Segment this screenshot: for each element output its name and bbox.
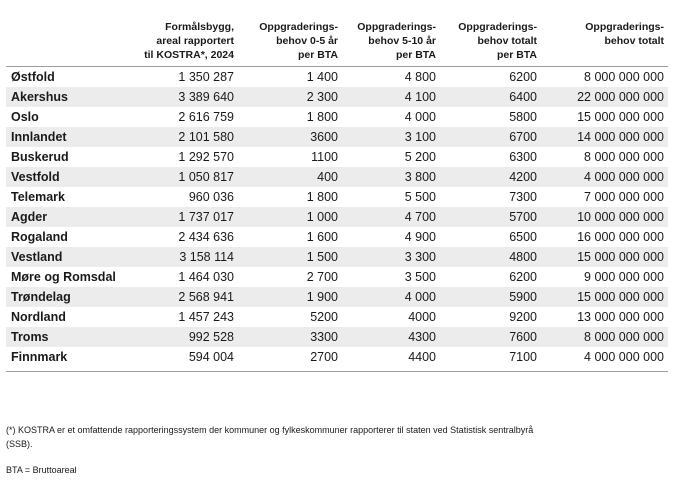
table-cell: 2 300 bbox=[238, 87, 342, 107]
table-spacer bbox=[6, 367, 668, 372]
table-cell: 594 004 bbox=[188, 349, 234, 364]
table-row bbox=[6, 307, 668, 327]
county-name: Telemark bbox=[11, 189, 65, 204]
bta-footnote: BTA = Bruttoareal bbox=[6, 465, 77, 475]
table-row bbox=[6, 167, 668, 187]
table-cell: 4 900 bbox=[404, 229, 436, 244]
table-cell: 2 616 759 bbox=[178, 109, 234, 124]
header-line: Oppgraderings- bbox=[357, 21, 436, 33]
table-cell: 4200 bbox=[440, 167, 541, 187]
table-cell: 16 000 000 000 bbox=[577, 229, 664, 244]
table-cell: 14 000 000 000 bbox=[541, 127, 668, 147]
table-cell: 4 000 bbox=[404, 109, 436, 124]
table-cell: 400 bbox=[238, 167, 342, 187]
header-line: Oppgraderings- bbox=[585, 21, 664, 33]
table-cell: 4 800 bbox=[404, 69, 436, 84]
table-row bbox=[6, 187, 668, 207]
table-cell: 4 000 000 000 bbox=[541, 167, 668, 187]
table-row bbox=[6, 207, 668, 227]
kostra-footnote-line: (*) KOSTRA er et omfattende rapporteringssystem der kommuner og fylkeskommuner rapporterer til staten ved Statistisk sentralbyrå bbox=[6, 425, 534, 435]
table-cell: 9200 bbox=[509, 309, 537, 324]
table-cell: 3 300 bbox=[342, 247, 440, 267]
county-name: Møre og Romsdal bbox=[11, 269, 116, 284]
table-header-row bbox=[6, 0, 668, 66]
header-col-4 bbox=[440, 0, 541, 66]
table-row bbox=[6, 247, 668, 267]
header-line: areal rapportert bbox=[156, 35, 234, 47]
table-cell: 6200 bbox=[509, 69, 537, 84]
table-cell: 22 000 000 000 bbox=[541, 87, 668, 107]
table-cell: 4400 bbox=[408, 349, 436, 364]
table-cell: 3 800 bbox=[342, 167, 440, 187]
kostra-footnote bbox=[6, 423, 626, 451]
table-cell: 4800 bbox=[440, 247, 541, 267]
table-cell: 2700 bbox=[310, 349, 338, 364]
table-cell: 1 400 bbox=[306, 69, 338, 84]
county-name: Trøndelag bbox=[6, 287, 136, 307]
county-name: Rogaland bbox=[11, 229, 68, 244]
table-cell: 5 200 bbox=[404, 149, 436, 164]
table-cell: 1 292 570 bbox=[178, 149, 234, 164]
table-cell: 3 500 bbox=[404, 269, 436, 284]
kostra-footnote-line: (SSB). bbox=[6, 439, 33, 449]
county-name: Troms bbox=[6, 327, 136, 347]
county-name: Finnmark bbox=[11, 349, 68, 364]
table-cell: 960 036 bbox=[188, 189, 234, 204]
table-cell: 2 700 bbox=[306, 269, 338, 284]
upgrade-needs-table bbox=[6, 0, 668, 372]
header-line: Formålsbygg, bbox=[165, 21, 234, 33]
table-cell: 4 000 000 000 bbox=[584, 349, 664, 364]
table-cell: 8 000 000 000 bbox=[541, 327, 668, 347]
table-cell: 1 600 bbox=[306, 229, 338, 244]
table-row bbox=[6, 267, 668, 287]
table-cell: 6300 bbox=[509, 149, 537, 164]
table-cell: 3 158 114 bbox=[136, 247, 238, 267]
table-cell: 13 000 000 000 bbox=[577, 309, 664, 324]
table-cell: 3300 bbox=[238, 327, 342, 347]
county-name: Buskerud bbox=[11, 149, 69, 164]
table-cell: 7100 bbox=[509, 349, 537, 364]
table-cell: 5 500 bbox=[404, 189, 436, 204]
header-col-5 bbox=[541, 0, 668, 66]
table-cell: 2 434 636 bbox=[178, 229, 234, 244]
table-cell: 1 737 017 bbox=[136, 207, 238, 227]
table-row bbox=[6, 107, 668, 127]
table-cell: 1 800 bbox=[306, 189, 338, 204]
table-cell: 4300 bbox=[342, 327, 440, 347]
table-cell: 6700 bbox=[440, 127, 541, 147]
table-cell: 992 528 bbox=[136, 327, 238, 347]
table-cell: 8 000 000 000 bbox=[584, 149, 664, 164]
table-cell: 1 457 243 bbox=[178, 309, 234, 324]
county-name: Akershus bbox=[6, 87, 136, 107]
table-row bbox=[6, 347, 668, 367]
header-line: Oppgraderings- bbox=[458, 21, 537, 33]
table-cell: 6500 bbox=[509, 229, 537, 244]
header-line: per BTA bbox=[496, 49, 537, 61]
header-line: per BTA bbox=[297, 49, 338, 61]
header-line: behov totalt bbox=[604, 35, 664, 47]
table-row bbox=[6, 227, 668, 247]
county-name: Innlandet bbox=[6, 127, 136, 147]
table-cell: 3 100 bbox=[342, 127, 440, 147]
county-name: Vestfold bbox=[6, 167, 136, 187]
table-cell: 8 000 000 000 bbox=[584, 69, 664, 84]
table-row bbox=[6, 147, 668, 167]
table-row bbox=[6, 127, 668, 147]
table-cell: 3 389 640 bbox=[136, 87, 238, 107]
table-cell: 5800 bbox=[509, 109, 537, 124]
table-cell: 1 050 817 bbox=[136, 167, 238, 187]
county-name: Nordland bbox=[11, 309, 66, 324]
table-cell: 1 350 287 bbox=[178, 69, 234, 84]
table-cell: 4 000 bbox=[342, 287, 440, 307]
table-cell: 7300 bbox=[509, 189, 537, 204]
table-cell: 2 101 580 bbox=[136, 127, 238, 147]
header-line: til KOSTRA*, 2024 bbox=[144, 49, 234, 61]
table-cell: 3600 bbox=[238, 127, 342, 147]
table-cell: 1100 bbox=[311, 149, 338, 164]
table-cell: 15 000 000 000 bbox=[541, 287, 668, 307]
header-line: behov 0-5 år bbox=[276, 35, 338, 47]
table-cell: 5700 bbox=[440, 207, 541, 227]
table-cell: 2 568 941 bbox=[136, 287, 238, 307]
table-cell: 7600 bbox=[440, 327, 541, 347]
table-cell: 10 000 000 000 bbox=[541, 207, 668, 227]
table-row bbox=[6, 66, 668, 87]
table-cell: 7 000 000 000 bbox=[584, 189, 664, 204]
table-row bbox=[6, 87, 668, 107]
table-cell: 1 464 030 bbox=[178, 269, 234, 284]
table-row bbox=[6, 287, 668, 307]
table-cell: 6200 bbox=[509, 269, 537, 284]
table-cell: 4 100 bbox=[342, 87, 440, 107]
table-row bbox=[6, 327, 668, 347]
table-cell: 5900 bbox=[440, 287, 541, 307]
table-cell: 5200 bbox=[310, 309, 338, 324]
header-line: behov totalt bbox=[477, 35, 537, 47]
header-county bbox=[6, 0, 136, 66]
header-col-1 bbox=[136, 0, 238, 66]
table-cell: 4 700 bbox=[342, 207, 440, 227]
table-cell: 4000 bbox=[408, 309, 436, 324]
table-cell: 15 000 000 000 bbox=[541, 247, 668, 267]
table-cell: 15 000 000 000 bbox=[577, 109, 664, 124]
county-name: Østfold bbox=[11, 69, 55, 84]
table-body bbox=[6, 66, 668, 372]
header-line: per BTA bbox=[395, 49, 436, 61]
header-line: Oppgraderings- bbox=[259, 21, 338, 33]
header-line: behov 5-10 år bbox=[368, 35, 436, 47]
header-col-2 bbox=[238, 0, 342, 66]
table-cell: 1 800 bbox=[306, 109, 338, 124]
header-col-3 bbox=[342, 0, 440, 66]
table-cell: 1 000 bbox=[238, 207, 342, 227]
county-name: Vestland bbox=[6, 247, 136, 267]
upgrade-needs-table-wrapper bbox=[6, 0, 668, 372]
table-cell: 6400 bbox=[440, 87, 541, 107]
county-name: Oslo bbox=[11, 109, 39, 124]
table-cell: 1 900 bbox=[238, 287, 342, 307]
county-name: Agder bbox=[6, 207, 136, 227]
table-cell: 9 000 000 000 bbox=[584, 269, 664, 284]
table-cell: 1 500 bbox=[238, 247, 342, 267]
